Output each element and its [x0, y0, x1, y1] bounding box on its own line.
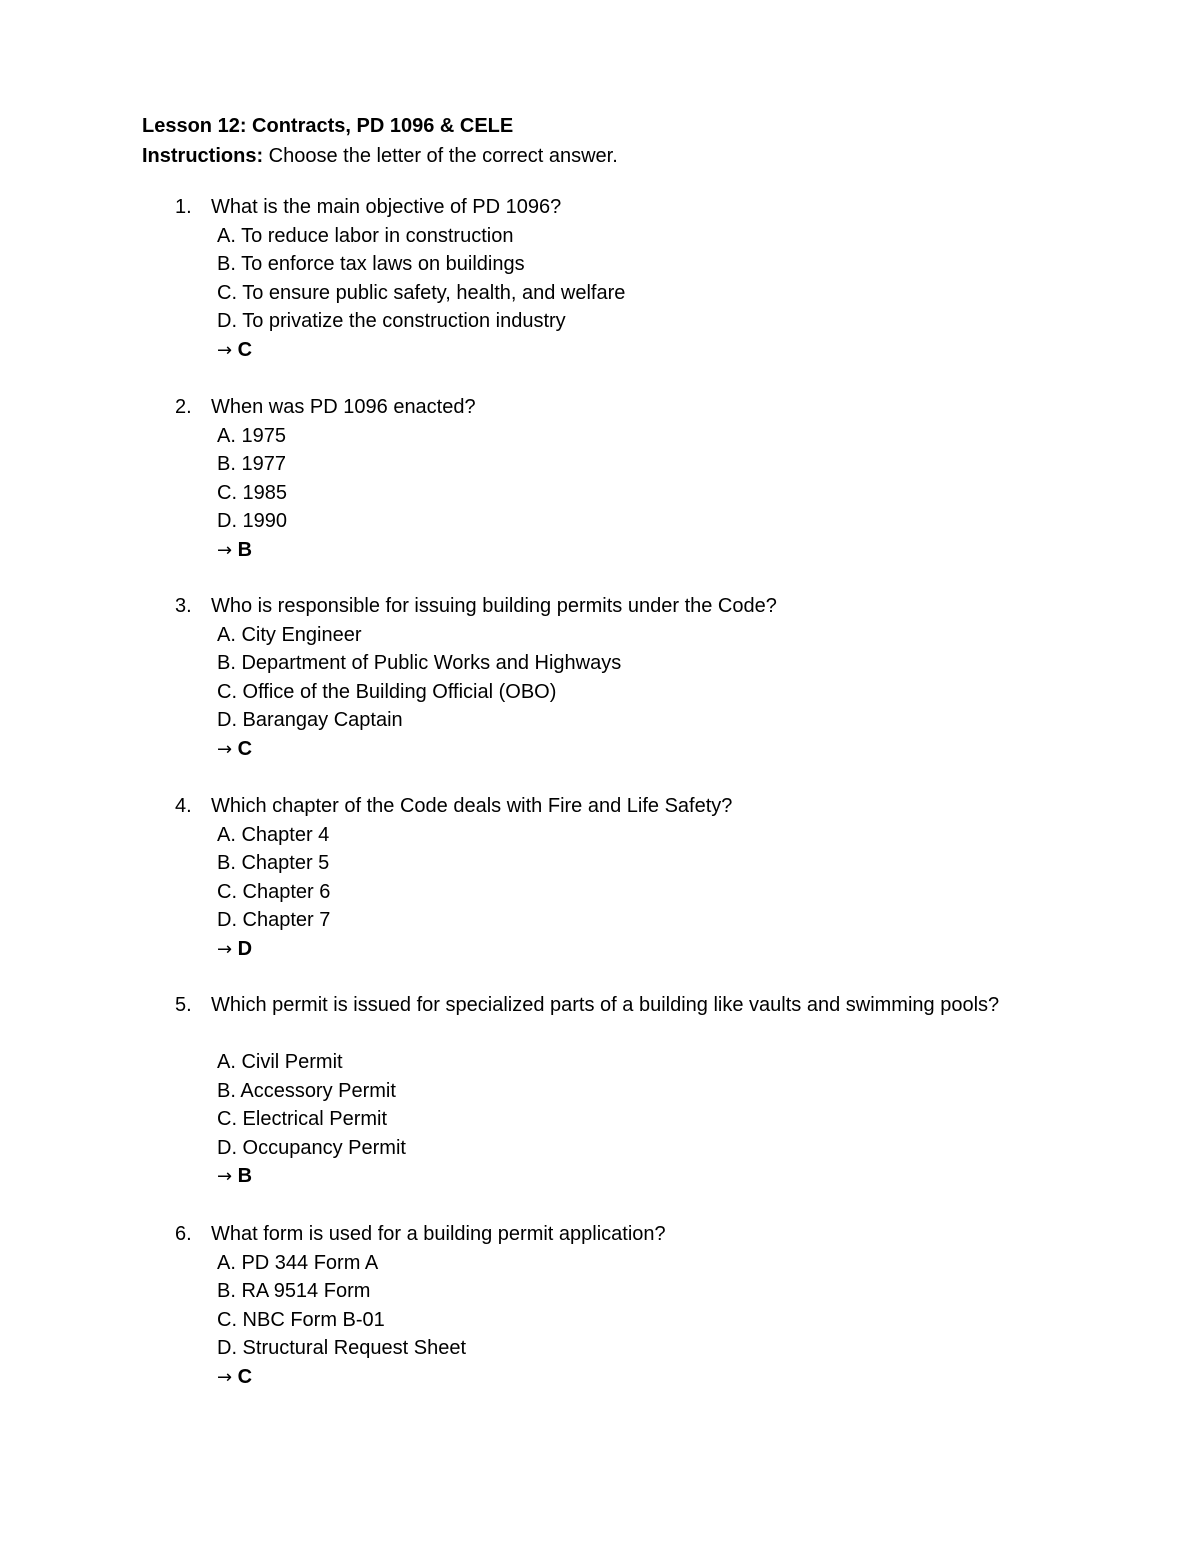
option-c: C. Office of the Building Official (OBO)	[217, 680, 557, 703]
instructions-label: Instructions:	[142, 145, 264, 167]
option-b: B. Chapter 5	[217, 852, 330, 874]
option-a: A. Civil Permit	[217, 1051, 343, 1073]
document-header	[142, 111, 1062, 171]
option-b: B. Accessory Permit	[217, 1079, 396, 1102]
answer-letter: B	[237, 1165, 253, 1187]
option-a: A. To reduce labor in construction	[217, 224, 514, 247]
right-arrow-icon: →	[217, 539, 233, 561]
right-arrow-icon: →	[217, 1366, 233, 1388]
option-a: A. Chapter 4	[217, 823, 330, 846]
question-text: What is the main objective of PD 1096?	[211, 196, 562, 218]
option-list	[217, 222, 997, 365]
option-d: D. 1990	[217, 510, 288, 532]
option-c: C. Chapter 6	[217, 880, 331, 903]
option-c: C. 1985	[217, 481, 288, 504]
answer-key	[217, 735, 997, 764]
question-number: 1.	[175, 196, 192, 218]
option-b: B. RA 9514 Form	[217, 1280, 371, 1302]
answer-letter: D	[237, 937, 253, 960]
question-text: When was PD 1096 enacted?	[211, 396, 476, 418]
answer-key	[217, 1162, 997, 1191]
answer-key	[217, 1363, 997, 1392]
question-text: Who is responsible for issuing building permits under the Code?	[211, 595, 777, 617]
question-number: 5.	[175, 994, 192, 1016]
option-a: A. PD 344 Form A	[217, 1251, 379, 1274]
option-c: C. Electrical Permit	[217, 1108, 388, 1130]
option-list	[217, 821, 997, 964]
option-list	[217, 422, 997, 565]
question-number: 4.	[175, 795, 192, 817]
option-list	[217, 1249, 997, 1392]
question-number: 2.	[175, 396, 192, 418]
right-arrow-icon: →	[217, 339, 233, 361]
page-title: Lesson 12: Contracts, PD 1096 & CELE	[142, 115, 514, 137]
question-text: What form is used for a building permit application?	[211, 1223, 666, 1245]
instructions-text: Choose the letter of the correct answer.	[263, 145, 618, 167]
option-b: B. 1977	[217, 453, 286, 475]
option-d: D. Chapter 7	[217, 909, 331, 931]
answer-key	[217, 536, 997, 565]
answer-letter: B	[237, 538, 253, 561]
option-list	[217, 621, 997, 764]
option-d: D. Occupancy Permit	[217, 1136, 406, 1159]
option-b: B. Department of Public Works and Highways	[217, 652, 622, 674]
question-number: 3.	[175, 595, 192, 617]
option-a: A. 1975	[217, 424, 286, 447]
right-arrow-icon: →	[217, 938, 233, 960]
instructions	[142, 141, 1062, 171]
answer-key	[217, 336, 997, 365]
option-c: C. To ensure public safety, health, and welfare	[217, 281, 626, 304]
question-text: Which permit is issued for specialized parts of a building like vaults and swimming pools?	[211, 994, 1000, 1016]
option-d: D. Barangay Captain	[217, 709, 403, 731]
answer-key	[217, 935, 997, 964]
right-arrow-icon: →	[217, 738, 233, 760]
option-d: D. Structural Request Sheet	[217, 1337, 467, 1359]
answer-letter: C	[237, 338, 253, 361]
question-text: Which chapter of the Code deals with Fire and Life Safety?	[211, 795, 733, 817]
option-c: C. NBC Form B-01	[217, 1308, 385, 1331]
option-b: B. To enforce tax laws on buildings	[217, 253, 525, 275]
answer-letter: C	[237, 1365, 253, 1388]
option-a: A. City Engineer	[217, 623, 362, 646]
option-d: D. To privatize the construction industry	[217, 310, 566, 332]
right-arrow-icon: →	[217, 1166, 233, 1187]
question-number: 6.	[175, 1223, 192, 1245]
answer-letter: C	[237, 737, 253, 760]
option-list	[217, 1048, 997, 1191]
